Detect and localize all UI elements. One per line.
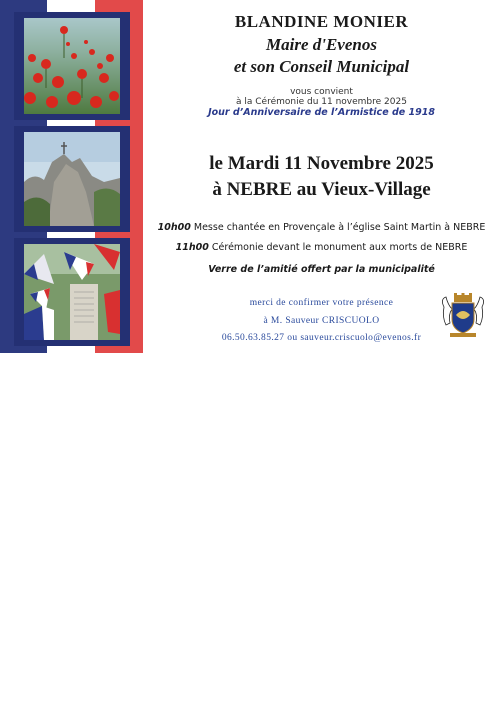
program-text: Cérémonie devant le monument aux morts de NEBRE bbox=[211, 242, 468, 253]
rsvp-request: merci de confirmer votre présence bbox=[249, 298, 394, 308]
program-item-ceremony bbox=[143, 242, 500, 253]
host-council: et son Conseil Municipal bbox=[233, 57, 410, 76]
poppy-field-photo bbox=[24, 18, 120, 114]
memorial-photo-frame bbox=[14, 126, 130, 232]
host-name: BLANDINE MONIER bbox=[234, 12, 409, 31]
event-date: le Mardi 11 Novembre 2025 bbox=[209, 153, 434, 174]
program-text: Messe chantée en Provençale à l’église Saint Martin à NEBRE bbox=[193, 222, 486, 233]
closing-text: Verre de l’amitié offert par la municipalité bbox=[208, 264, 435, 275]
flags-photo-frame bbox=[14, 238, 130, 346]
event-place: à NEBRE au Vieux-Village bbox=[212, 179, 431, 200]
ceremony-text: à la Cérémonie du 11 novembre 2025 bbox=[236, 97, 407, 107]
program-item-mass bbox=[143, 222, 500, 233]
contact-email: sauveur.criscuolo@evenos.fr bbox=[300, 333, 422, 343]
program-time: 10h00 bbox=[157, 222, 191, 233]
rsvp-prefix: à bbox=[263, 316, 269, 326]
host-title: Maire d'Evenos bbox=[266, 35, 377, 54]
poppy-photo-frame bbox=[14, 12, 130, 120]
invites-text: vous convient bbox=[290, 87, 353, 97]
anniversary-text: Jour d’Anniversaire de l’Armistice de 1918 bbox=[208, 107, 435, 118]
rsvp-connector: ou bbox=[287, 333, 298, 343]
war-memorial-rock-photo bbox=[24, 132, 120, 226]
contact-name: M. Sauveur CRISCUOLO bbox=[270, 316, 380, 326]
contact-phone: 06.50.63.85.27 bbox=[221, 333, 285, 343]
program-time: 11h00 bbox=[175, 242, 209, 253]
evenos-coat-of-arms bbox=[438, 293, 488, 339]
flags-ceremony-photo bbox=[24, 244, 120, 340]
